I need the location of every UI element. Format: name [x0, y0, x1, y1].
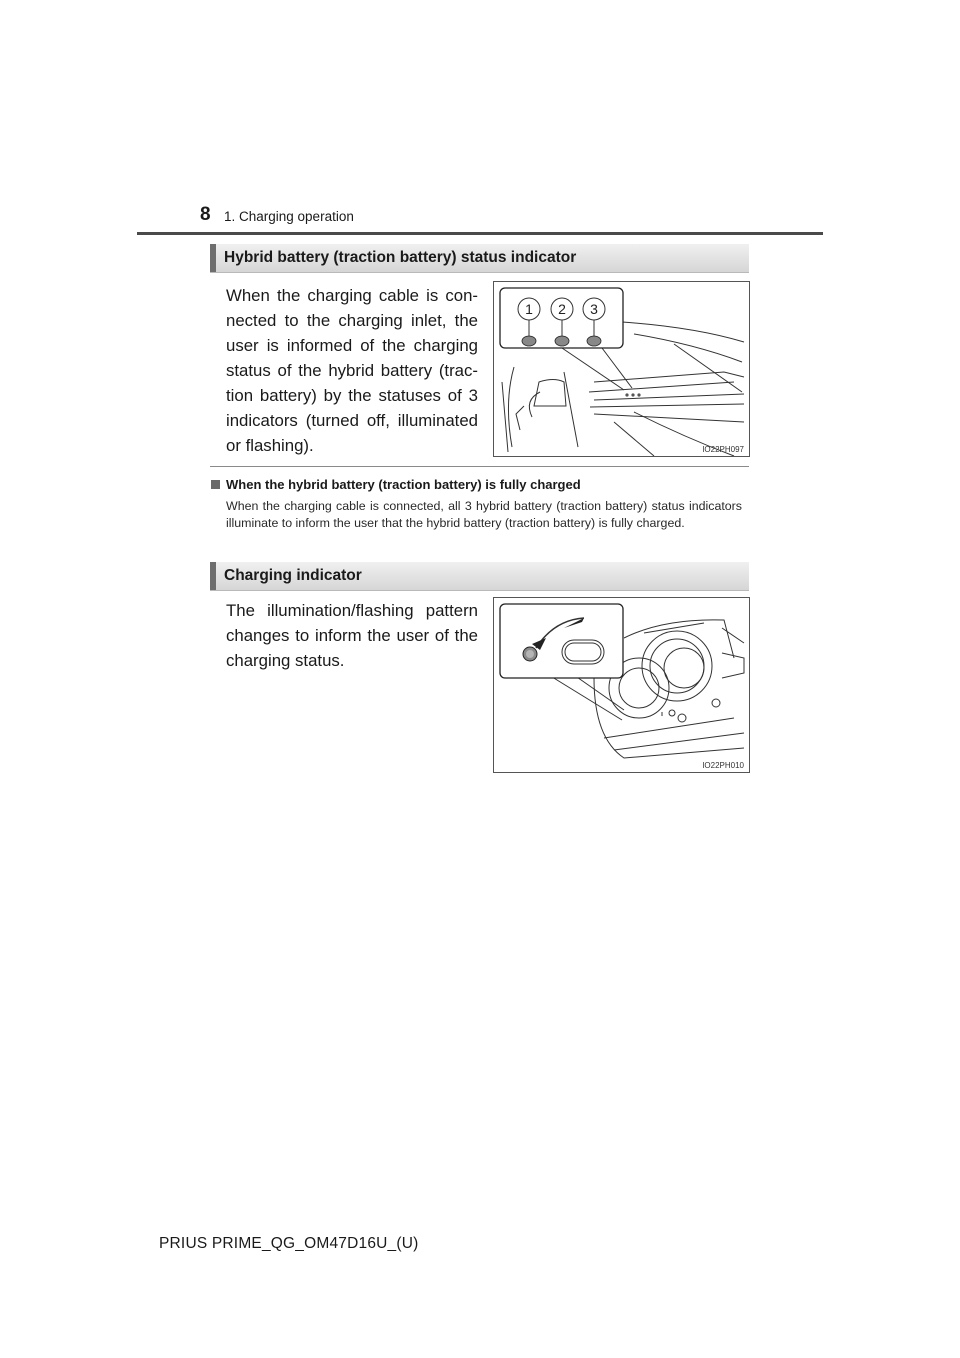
- callout-2: 2: [558, 301, 566, 317]
- figure-code: IO22PH010: [702, 761, 744, 770]
- subsection-heading: [211, 477, 581, 492]
- page-number: 8: [200, 204, 211, 225]
- page-footer: PRIUS PRIME_QG_OM47D16U_(U): [159, 1235, 419, 1252]
- status-indicator-figure: [493, 281, 750, 457]
- section-title: Hybrid battery (traction battery) status indicator: [224, 249, 577, 266]
- heading-tab: [210, 244, 216, 272]
- heading-tab: [210, 562, 216, 590]
- section-heading-status-indicator: [210, 244, 749, 273]
- bullet-square: [211, 480, 220, 489]
- callout-3: 3: [590, 301, 598, 317]
- subsection-rule: [210, 466, 749, 467]
- section-title: Charging indicator: [224, 567, 362, 584]
- subsection-heading-text: When the hybrid battery (traction battery) is fully charged: [226, 477, 581, 492]
- figure-code: IO22PH097: [702, 445, 744, 454]
- header-rule: [137, 232, 823, 235]
- section-label: 1. Charging operation: [224, 209, 354, 224]
- section-heading-charging-indicator: [210, 562, 749, 591]
- subsection-body: When the charging cable is connected, all 3 hybrid battery (traction battery) status indicators illuminate to inform the user that the hybrid battery (traction battery) is fully charged.: [226, 499, 742, 530]
- status-indicator-description: When the charging cable is con-nected to the charging inlet, the user is informed of the charging status of the hybrid battery (trac-tion battery) by the statuses of 3 indicators (turned off, illuminated or flashing).: [226, 286, 478, 455]
- charging-indicator-description: The illumination/flashing pattern changes to inform the user of the charging status.: [226, 601, 478, 670]
- charging-indicator-figure: [493, 597, 750, 773]
- callout-1: 1: [525, 301, 533, 317]
